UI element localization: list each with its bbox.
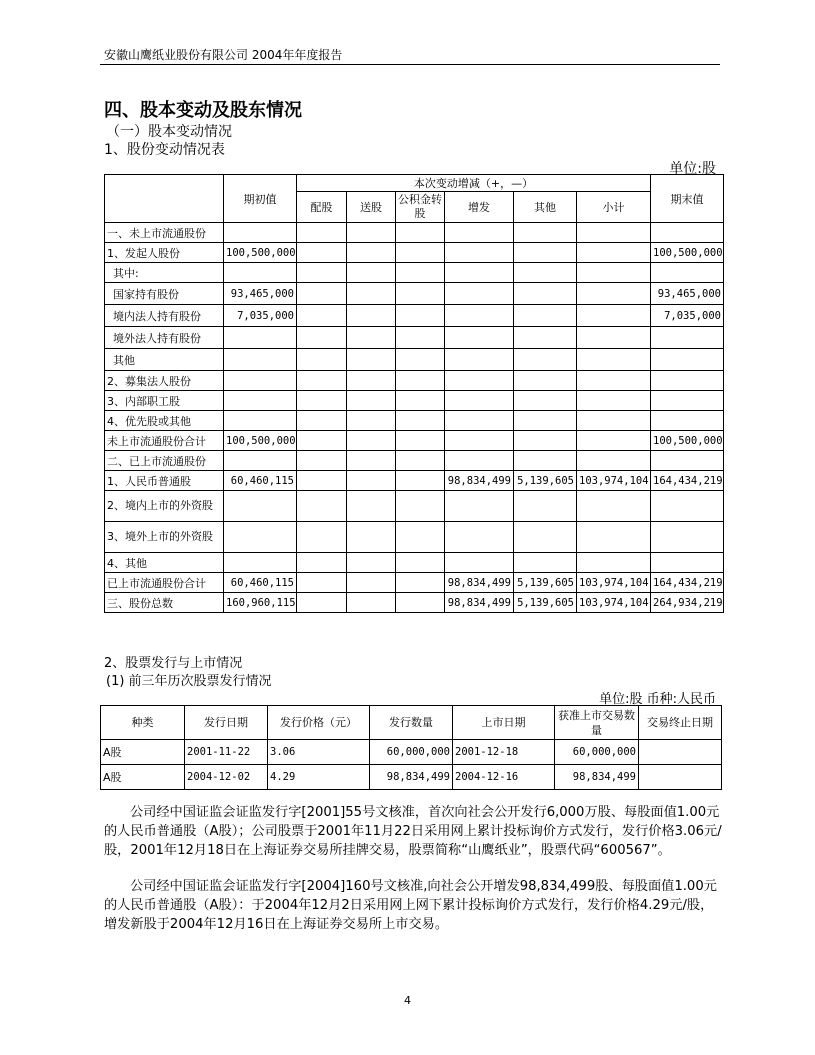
cell-closing (651, 553, 724, 573)
issuance-unit-label: 单位:股 币种:人民币 (599, 692, 716, 707)
issuance-cell (639, 740, 722, 765)
section-title: 四、股本变动及股东情况 (104, 100, 302, 121)
cell-songgu (347, 553, 396, 573)
issuance-header-cell: 发行数量 (370, 706, 453, 740)
issuance-cell: 60,000,000 (370, 740, 453, 765)
row-label: 国家持有股份 (105, 283, 224, 305)
row-label: 一、未上市流通股份 (105, 223, 224, 243)
cell-qita (514, 305, 577, 327)
row-label: 已上市流通股份合计 (105, 573, 224, 593)
header-col-zengfa: 增发 (445, 192, 514, 223)
cell-xiaoji (577, 371, 651, 391)
cell-zengfa (445, 451, 514, 471)
cell-gongji (396, 451, 445, 471)
cell-peigu (297, 223, 347, 243)
row-label: 境内法人持有股份 (105, 305, 224, 327)
row-label: 1、人民币普通股 (105, 471, 224, 491)
cell-opening (224, 491, 297, 522)
cell-xiaoji (577, 263, 651, 283)
table-row (105, 553, 724, 573)
cell-songgu (347, 391, 396, 411)
issuance-table-body (101, 706, 722, 790)
row-label: 其他 (105, 349, 224, 371)
row-label: 2、境内上市的外资股 (105, 491, 224, 522)
cell-xiaoji (577, 327, 651, 349)
issuance-cell: 3.06 (268, 740, 370, 765)
cell-xiaoji (577, 349, 651, 371)
cell-opening (224, 263, 297, 283)
issuance-row (101, 740, 722, 765)
issuance-cell: 2004-12-02 (185, 765, 268, 790)
cell-zengfa (445, 283, 514, 305)
cell-peigu (297, 263, 347, 283)
cell-songgu (347, 451, 396, 471)
cell-peigu (297, 411, 347, 431)
row-label: 4、其他 (105, 553, 224, 573)
cell-qita (514, 243, 577, 263)
issuance-cell: 2001-12-18 (453, 740, 555, 765)
cell-opening (224, 223, 297, 243)
cell-qita: 5,139,605 (514, 593, 577, 613)
cell-peigu (297, 593, 347, 613)
cell-peigu (297, 349, 347, 371)
cell-xiaoji: 103,974,104 (577, 471, 651, 491)
share-change-table (104, 174, 724, 613)
cell-closing (651, 371, 724, 391)
cell-zengfa: 98,834,499 (445, 573, 514, 593)
issuance-subtitle: (1) 前三年历次股票发行情况 (106, 674, 272, 689)
cell-qita (514, 391, 577, 411)
row-label: 境外法人持有股份 (105, 327, 224, 349)
cell-opening (224, 349, 297, 371)
cell-xiaoji: 103,974,104 (577, 573, 651, 593)
header-divider (100, 64, 720, 65)
cell-songgu (347, 349, 396, 371)
cell-closing: 7,035,000 (651, 305, 724, 327)
cell-songgu (347, 522, 396, 553)
cell-songgu (347, 263, 396, 283)
cell-gongji (396, 391, 445, 411)
table-row (105, 573, 724, 593)
cell-xiaoji (577, 305, 651, 327)
cell-qita (514, 349, 577, 371)
cell-gongji (396, 263, 445, 283)
table-row (105, 593, 724, 613)
cell-peigu (297, 283, 347, 305)
cell-peigu (297, 522, 347, 553)
issuance-header-cell: 发行价格（元） (268, 706, 370, 740)
cell-gongji (396, 411, 445, 431)
cell-opening: 100,500,000 (224, 243, 297, 263)
issuance-title: 2、股票发行与上市情况 (104, 656, 243, 671)
issuance-cell: A股 (101, 765, 185, 790)
row-label: 3、境外上市的外资股 (105, 522, 224, 553)
cell-zengfa: 98,834,499 (445, 593, 514, 613)
row-label: 3、内部职工股 (105, 391, 224, 411)
cell-opening: 93,465,000 (224, 283, 297, 305)
paragraph-first-issuance: 公司经中国证监会证监发行字[2001]55号文核准，首次向社会公开发行6,000万股、每股面值1.00元的人民币普通股（A股）；公司股票于2001年11月22日采用网上累计投标询价方式发行，发行价格3.06元/股，2001年12月18日在上海证券交易所挂牌交易，股票简称“山鹰纸业”，股票代码“600567”。 (104, 805, 722, 858)
cell-zengfa (445, 327, 514, 349)
cell-xiaoji (577, 451, 651, 471)
issuance-cell: 4.29 (268, 765, 370, 790)
issuance-table (100, 705, 722, 790)
cell-opening: 100,500,000 (224, 431, 297, 451)
cell-opening: 60,460,115 (224, 471, 297, 491)
cell-qita (514, 431, 577, 451)
cell-closing (651, 522, 724, 553)
cell-opening (224, 522, 297, 553)
issuance-cell: A股 (101, 740, 185, 765)
subsection-title: （一）股本变动情况 (106, 124, 232, 140)
issuance-header-cell: 发行日期 (185, 706, 268, 740)
cell-closing (651, 391, 724, 411)
cell-zengfa (445, 305, 514, 327)
table-row (105, 283, 724, 305)
row-label: 二、已上市流通股份 (105, 451, 224, 471)
cell-songgu (347, 243, 396, 263)
cell-songgu (347, 411, 396, 431)
cell-gongji (396, 522, 445, 553)
cell-xiaoji (577, 243, 651, 263)
cell-opening (224, 451, 297, 471)
cell-qita: 5,139,605 (514, 471, 577, 491)
header-change-group: 本次变动增减（+，—） (297, 175, 651, 192)
issuance-cell: 98,834,499 (555, 765, 639, 790)
cell-xiaoji: 103,974,104 (577, 593, 651, 613)
cell-qita: 5,139,605 (514, 573, 577, 593)
paragraph-additional-issuance: 公司经中国证监会证监发行字[2004]160号文核准,向社会公开增发98,834,499股、每股面值1.00元的人民币普通股（A股）：于2004年12月2日采用网上网下累计投标询价方式发行，发行价格4.29元/股，增发新股于2004年12月16日在上海证券交易所上市交易。 (104, 879, 717, 932)
cell-gongji (396, 553, 445, 573)
cell-zengfa (445, 243, 514, 263)
table-row (105, 305, 724, 327)
cell-gongji (396, 431, 445, 451)
cell-xiaoji (577, 491, 651, 522)
cell-qita (514, 522, 577, 553)
cell-opening (224, 553, 297, 573)
issuance-cell: 2001-11-22 (185, 740, 268, 765)
cell-xiaoji (577, 391, 651, 411)
cell-closing: 93,465,000 (651, 283, 724, 305)
cell-zengfa (445, 349, 514, 371)
page-number: 4 (404, 994, 411, 1007)
cell-closing: 264,934,219 (651, 593, 724, 613)
cell-peigu (297, 243, 347, 263)
cell-songgu (347, 371, 396, 391)
cell-closing (651, 349, 724, 371)
row-label: 三、股份总数 (105, 593, 224, 613)
issuance-header-row (101, 706, 722, 740)
table-row (105, 391, 724, 411)
share-table-body (105, 223, 724, 613)
cell-closing (651, 491, 724, 522)
row-label: 未上市流通股份合计 (105, 431, 224, 451)
cell-opening: 7,035,000 (224, 305, 297, 327)
cell-songgu (347, 305, 396, 327)
cell-qita (514, 371, 577, 391)
cell-zengfa (445, 263, 514, 283)
cell-qita (514, 283, 577, 305)
header-blank-cell (105, 175, 224, 223)
cell-opening: 160,960,115 (224, 593, 297, 613)
cell-closing (651, 327, 724, 349)
cell-gongji (396, 283, 445, 305)
header-col-gongji: 公积金转股 (396, 192, 445, 223)
issuance-cell: 60,000,000 (555, 740, 639, 765)
cell-closing (651, 223, 724, 243)
header-col-xiaoji: 小计 (577, 192, 651, 223)
cell-songgu (347, 283, 396, 305)
cell-qita (514, 491, 577, 522)
cell-peigu (297, 451, 347, 471)
header-col-peigu: 配股 (297, 192, 347, 223)
cell-songgu (347, 593, 396, 613)
cell-zengfa (445, 391, 514, 411)
cell-gongji (396, 327, 445, 349)
cell-closing: 100,500,000 (651, 431, 724, 451)
cell-gongji (396, 305, 445, 327)
cell-zengfa (445, 553, 514, 573)
cell-closing (651, 411, 724, 431)
cell-xiaoji (577, 431, 651, 451)
cell-gongji (396, 573, 445, 593)
cell-xiaoji (577, 223, 651, 243)
table-header-row-1 (105, 175, 724, 192)
cell-gongji (396, 243, 445, 263)
cell-peigu (297, 327, 347, 349)
cell-gongji (396, 491, 445, 522)
row-label: 其中: (105, 263, 224, 283)
header-opening: 期初值 (224, 175, 297, 223)
cell-opening (224, 391, 297, 411)
cell-opening (224, 411, 297, 431)
cell-closing: 164,434,219 (651, 573, 724, 593)
cell-songgu (347, 491, 396, 522)
cell-gongji (396, 223, 445, 243)
cell-qita (514, 263, 577, 283)
header-col-qita: 其他 (514, 192, 577, 223)
cell-gongji (396, 349, 445, 371)
table-row (105, 243, 724, 263)
row-label: 4、优先股或其他 (105, 411, 224, 431)
cell-qita (514, 411, 577, 431)
cell-xiaoji (577, 411, 651, 431)
cell-peigu (297, 431, 347, 451)
table-row (105, 471, 724, 491)
cell-zengfa (445, 522, 514, 553)
cell-closing: 164,434,219 (651, 471, 724, 491)
table-row (105, 522, 724, 553)
cell-xiaoji (577, 553, 651, 573)
cell-peigu (297, 305, 347, 327)
table-row (105, 223, 724, 243)
cell-xiaoji (577, 522, 651, 553)
cell-peigu (297, 471, 347, 491)
issuance-cell: 2004-12-16 (453, 765, 555, 790)
issuance-header-cell: 上市日期 (453, 706, 555, 740)
cell-peigu (297, 553, 347, 573)
table-row (105, 263, 724, 283)
cell-closing (651, 451, 724, 471)
table-row (105, 431, 724, 451)
cell-xiaoji (577, 283, 651, 305)
row-label: 1、发起人股份 (105, 243, 224, 263)
table-row (105, 327, 724, 349)
issuance-header-cell: 获准上市交易数量 (555, 706, 639, 740)
issuance-row (101, 765, 722, 790)
cell-gongji (396, 471, 445, 491)
cell-zengfa (445, 491, 514, 522)
cell-closing: 100,500,000 (651, 243, 724, 263)
cell-peigu (297, 391, 347, 411)
cell-songgu (347, 573, 396, 593)
issuance-header-cell: 交易终止日期 (639, 706, 722, 740)
cell-songgu (347, 223, 396, 243)
cell-opening (224, 371, 297, 391)
table-row (105, 451, 724, 471)
header-closing: 期末值 (651, 175, 724, 223)
table-title: 1、股份变动情况表 (104, 142, 225, 158)
cell-zengfa (445, 223, 514, 243)
issuance-cell: 98,834,499 (370, 765, 453, 790)
cell-qita (514, 451, 577, 471)
cell-qita (514, 327, 577, 349)
cell-opening (224, 327, 297, 349)
cell-zengfa (445, 431, 514, 451)
report-header: 安徽山鹰纸业股份有限公司 2004年年度报告 (104, 48, 343, 62)
cell-zengfa: 98,834,499 (445, 471, 514, 491)
table-row (105, 491, 724, 522)
table-row (105, 349, 724, 371)
cell-songgu (347, 471, 396, 491)
cell-zengfa (445, 411, 514, 431)
header-col-songgu: 送股 (347, 192, 396, 223)
table-row (105, 411, 724, 431)
cell-songgu (347, 431, 396, 451)
cell-peigu (297, 371, 347, 391)
cell-peigu (297, 491, 347, 522)
cell-gongji (396, 371, 445, 391)
cell-zengfa (445, 371, 514, 391)
table-row (105, 371, 724, 391)
issuance-header-cell: 种类 (101, 706, 185, 740)
table-unit-label: 单位:股 (669, 161, 716, 177)
cell-qita (514, 553, 577, 573)
cell-closing (651, 263, 724, 283)
issuance-cell (639, 765, 722, 790)
cell-songgu (347, 327, 396, 349)
cell-peigu (297, 573, 347, 593)
row-label: 2、募集法人股份 (105, 371, 224, 391)
cell-qita (514, 223, 577, 243)
cell-opening: 60,460,115 (224, 573, 297, 593)
cell-gongji (396, 593, 445, 613)
